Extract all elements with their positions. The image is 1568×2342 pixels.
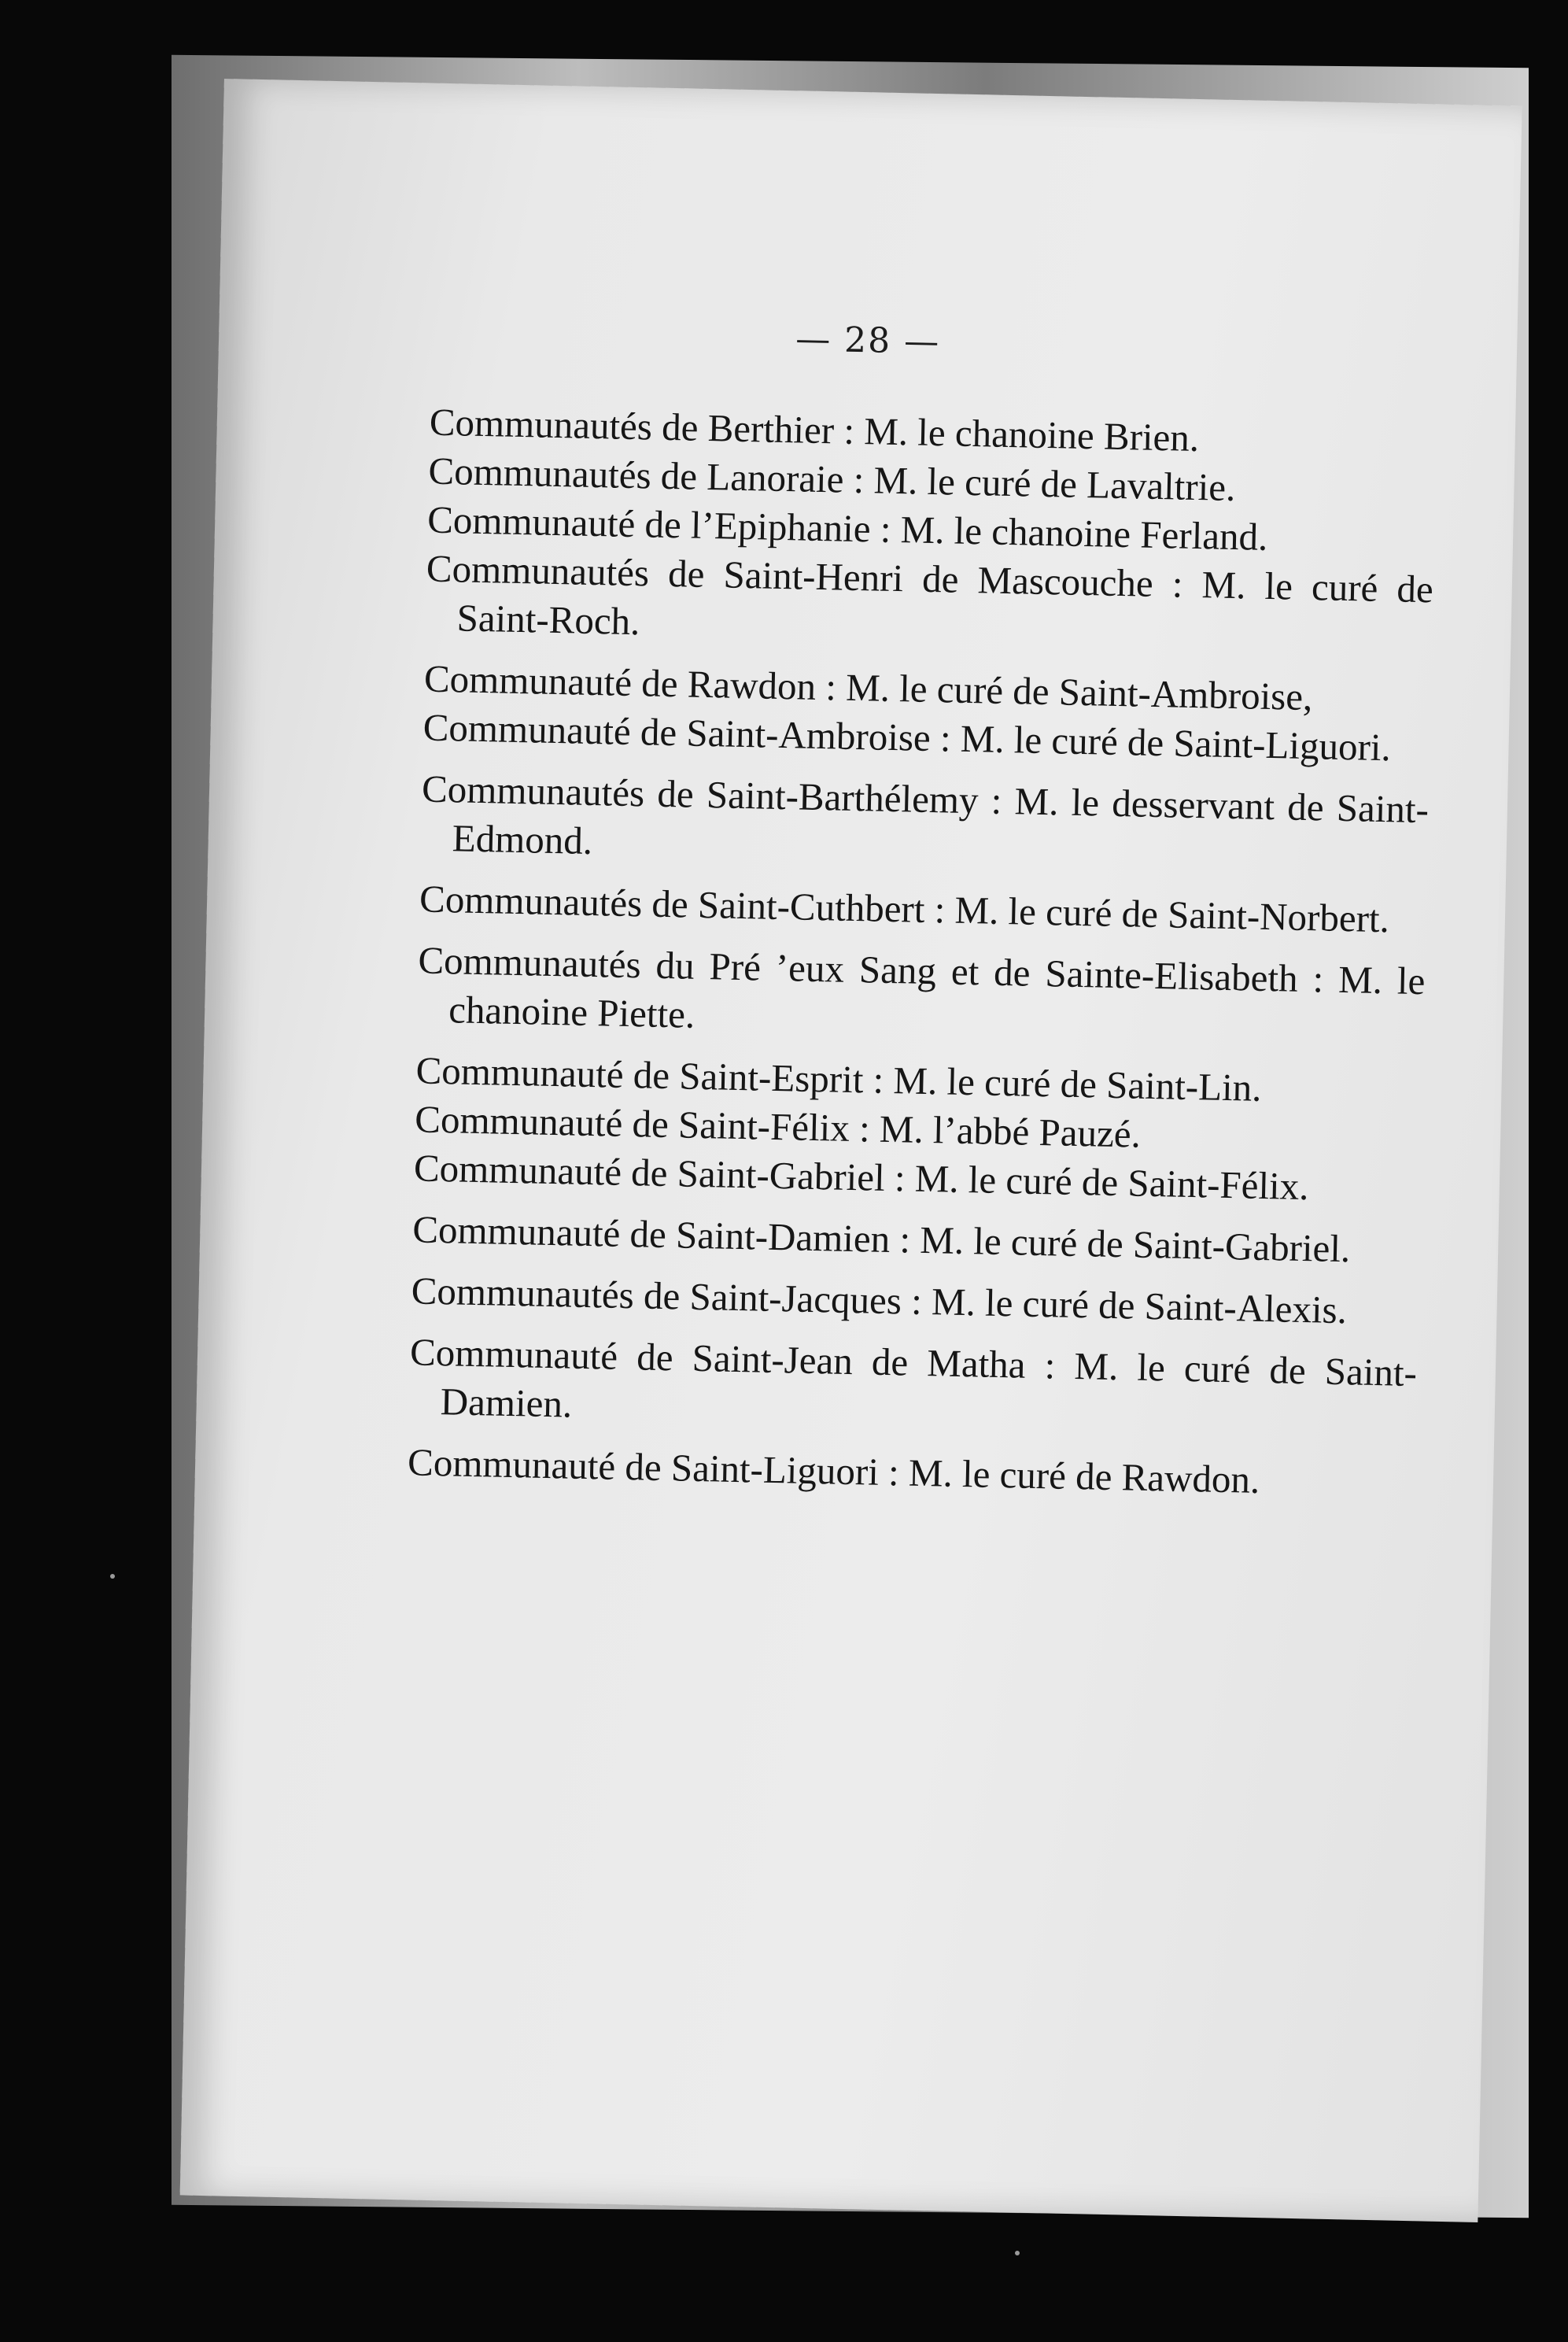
list-item: Communauté de Saint-Esprit : M. le curé de Saint-Lin.: [415, 1048, 1263, 1110]
list-item: Communauté de Rawdon : M. le curé de Saint-Ambroise,: [423, 656, 1313, 719]
list-item: Communauté de l’Epiphanie : M. le chanoine Ferland.: [426, 497, 1268, 559]
page-number: — 28 —: [795, 319, 941, 363]
list-item: Communauté de Saint-Ambroise : M. le curé de Saint-Liguori.: [422, 705, 1392, 770]
list-item: Communautés du Pré ’eux Sang et de Sainte-Elisabeth : M. le chanoine Piette.: [418, 938, 1426, 1036]
book-page: [180, 79, 1522, 2222]
list-item: Communautés de Berthier : M. le chanoine Brien.: [429, 400, 1200, 460]
list-item: Communautés de Saint-Cuthbert : M. le curé de Saint-Norbert.: [419, 877, 1390, 941]
list-item: Communautés de Saint-Barthélemy : M. le desservant de Saint-Edmond.: [421, 767, 1430, 863]
entry-list: [407, 398, 1437, 1520]
list-item: Communautés de Saint-Henri de Mascouche : M. le curé de Saint-Roch.: [426, 546, 1434, 644]
list-item: Communauté de Saint-Gabriel : M. le curé de Saint-Félix.: [413, 1146, 1310, 1209]
dust-speck: [1015, 2251, 1020, 2255]
list-item: Communauté de Saint-Liguori : M. le curé de Rawdon.: [407, 1440, 1260, 1502]
list-item: Communauté de Saint-Jean de Matha : M. le curé de Saint-Damien.: [409, 1330, 1418, 1426]
list-item: Communautés de Lanoraie : M. le curé de Lavaltrie.: [428, 449, 1236, 510]
list-item: Communauté de Saint-Damien : M. le curé de Saint-Gabriel.: [411, 1207, 1351, 1271]
list-item: Communautés de Saint-Jacques : M. le curé de Saint-Alexis.: [411, 1269, 1348, 1332]
dust-speck: [110, 1574, 115, 1579]
list-item: Communauté de Saint-Félix : M. l’abbé Pauzé.: [414, 1097, 1142, 1156]
